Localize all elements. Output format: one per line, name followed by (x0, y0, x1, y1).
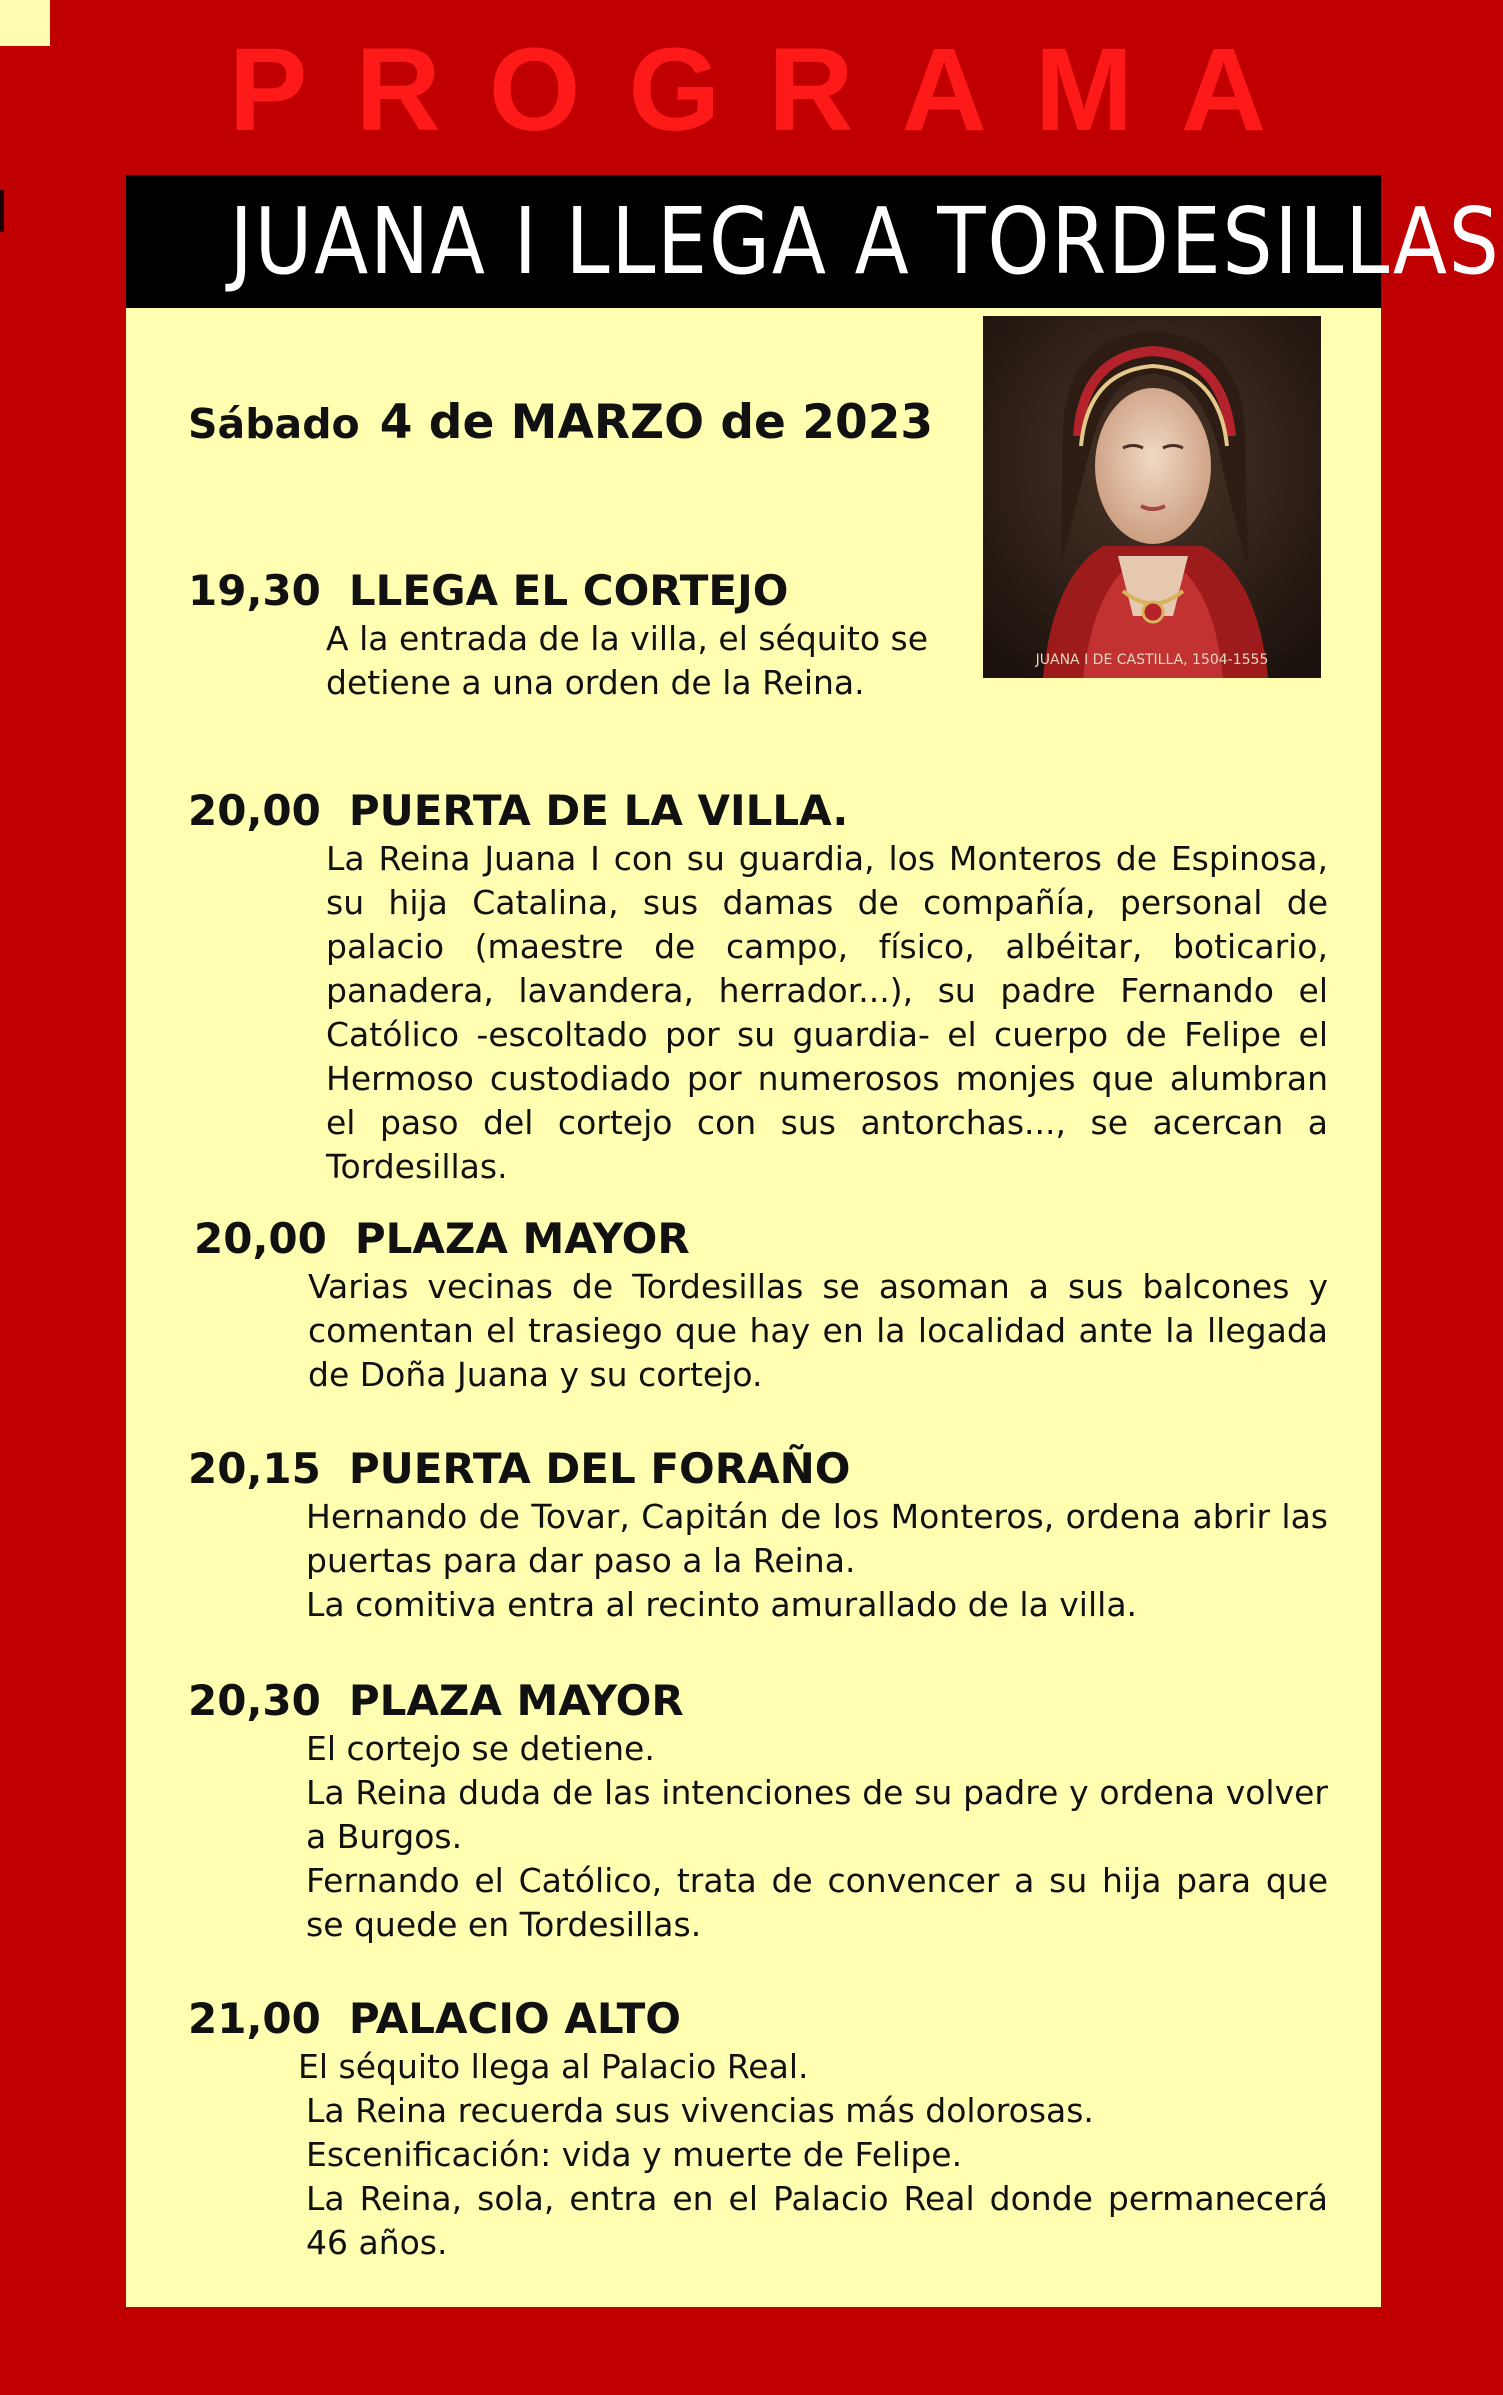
programa-heading: PROGRAMA (228, 24, 1315, 156)
item-heading (188, 1993, 1328, 2045)
item-line: Varias vecinas de Tordesillas se asoman a sus balcones y comentan el trasiego que hay en la localidad ante la llegada de Doña Juana y su cortejo. (308, 1267, 1328, 1394)
item-line: La Reina recuerda sus vivencias más dolorosas. (306, 2091, 1094, 2130)
program-item (188, 1443, 1328, 1627)
event-date (188, 395, 933, 450)
item-description (308, 1265, 1328, 1397)
item-heading (188, 1675, 1328, 1727)
item-time: 21,00 (188, 1994, 321, 2043)
item-time: 20,00 (194, 1214, 327, 1263)
edge-mark (0, 190, 4, 232)
program-item (188, 565, 948, 705)
item-line: Fernando el Católico, trata de convencer a su hija para que se quede en Tordesillas. (306, 1861, 1328, 1944)
item-time: 20,30 (188, 1676, 321, 1725)
item-line: La Reina Juana I con su guardia, los Monteros de Espinosa, su hija Catalina, sus damas de compañía, personal de palacio (maestre de campo, físico, albéitar, boticario, panadera, lavandera, herrador...), su padre Fernando el Católico -escoltado por su guardia- el cuerpo de Felipe el Hermoso custodiado por numerosos monjes que alumbran el paso del cortejo con sus antorchas..., se acercan a Tordesillas. (326, 839, 1328, 1186)
program-item (188, 1213, 1328, 1397)
item-line: El séquito llega al Palacio Real. (298, 2047, 809, 2086)
item-time: 19,30 (188, 566, 321, 615)
item-time: 20,00 (188, 786, 321, 835)
queen-portrait (983, 316, 1321, 678)
item-description (298, 2045, 1328, 2265)
program-item (188, 1675, 1328, 1947)
item-line: La Reina, sola, entra en el Palacio Real donde permanecerá 46 años. (306, 2179, 1328, 2262)
item-description (326, 617, 948, 705)
item-line: A la entrada de la villa, el séquito se detiene a una orden de la Reina. (326, 619, 929, 702)
title-banner (126, 175, 1501, 308)
item-description (326, 837, 1328, 1189)
item-line: Hernando de Tovar, Capitán de los Monteros, ordena abrir las puertas para dar paso a la Reina. (306, 1497, 1328, 1580)
item-line: La comitiva entra al recinto amurallado de la villa. (306, 1585, 1138, 1624)
program-item (188, 785, 1328, 1189)
item-title: PUERTA DE LA VILLA. (348, 786, 849, 835)
banner-title: JUANA I LLEGA A TORDESILLAS (229, 188, 1501, 295)
item-title: PALACIO ALTO (348, 1994, 682, 2043)
program-item (188, 1993, 1328, 2265)
item-title: PLAZA MAYOR (348, 1676, 684, 1725)
item-line: La Reina duda de las intenciones de su padre y ordena volver a Burgos. (306, 1773, 1328, 1856)
item-line: El cortejo se detiene. (306, 1729, 655, 1768)
item-description (306, 1495, 1328, 1627)
item-title: PLAZA MAYOR (354, 1214, 690, 1263)
item-description (306, 1727, 1328, 1947)
date-full: 4 de MARZO de 2023 (379, 395, 934, 450)
item-title: LLEGA EL CORTEJO (348, 566, 789, 615)
portrait-image (983, 316, 1321, 678)
item-heading (188, 785, 1328, 837)
item-heading (188, 565, 948, 617)
date-weekday: Sábado (188, 400, 360, 448)
portrait-caption: JUANA I DE CASTILLA, 1504-1555 (1035, 652, 1269, 668)
item-line: Escenificación: vida y muerte de Felipe. (306, 2135, 963, 2174)
item-title: PUERTA DEL FORAÑO (348, 1444, 851, 1493)
item-time: 20,15 (188, 1444, 321, 1493)
item-heading (188, 1443, 1328, 1495)
item-heading (194, 1213, 1328, 1265)
